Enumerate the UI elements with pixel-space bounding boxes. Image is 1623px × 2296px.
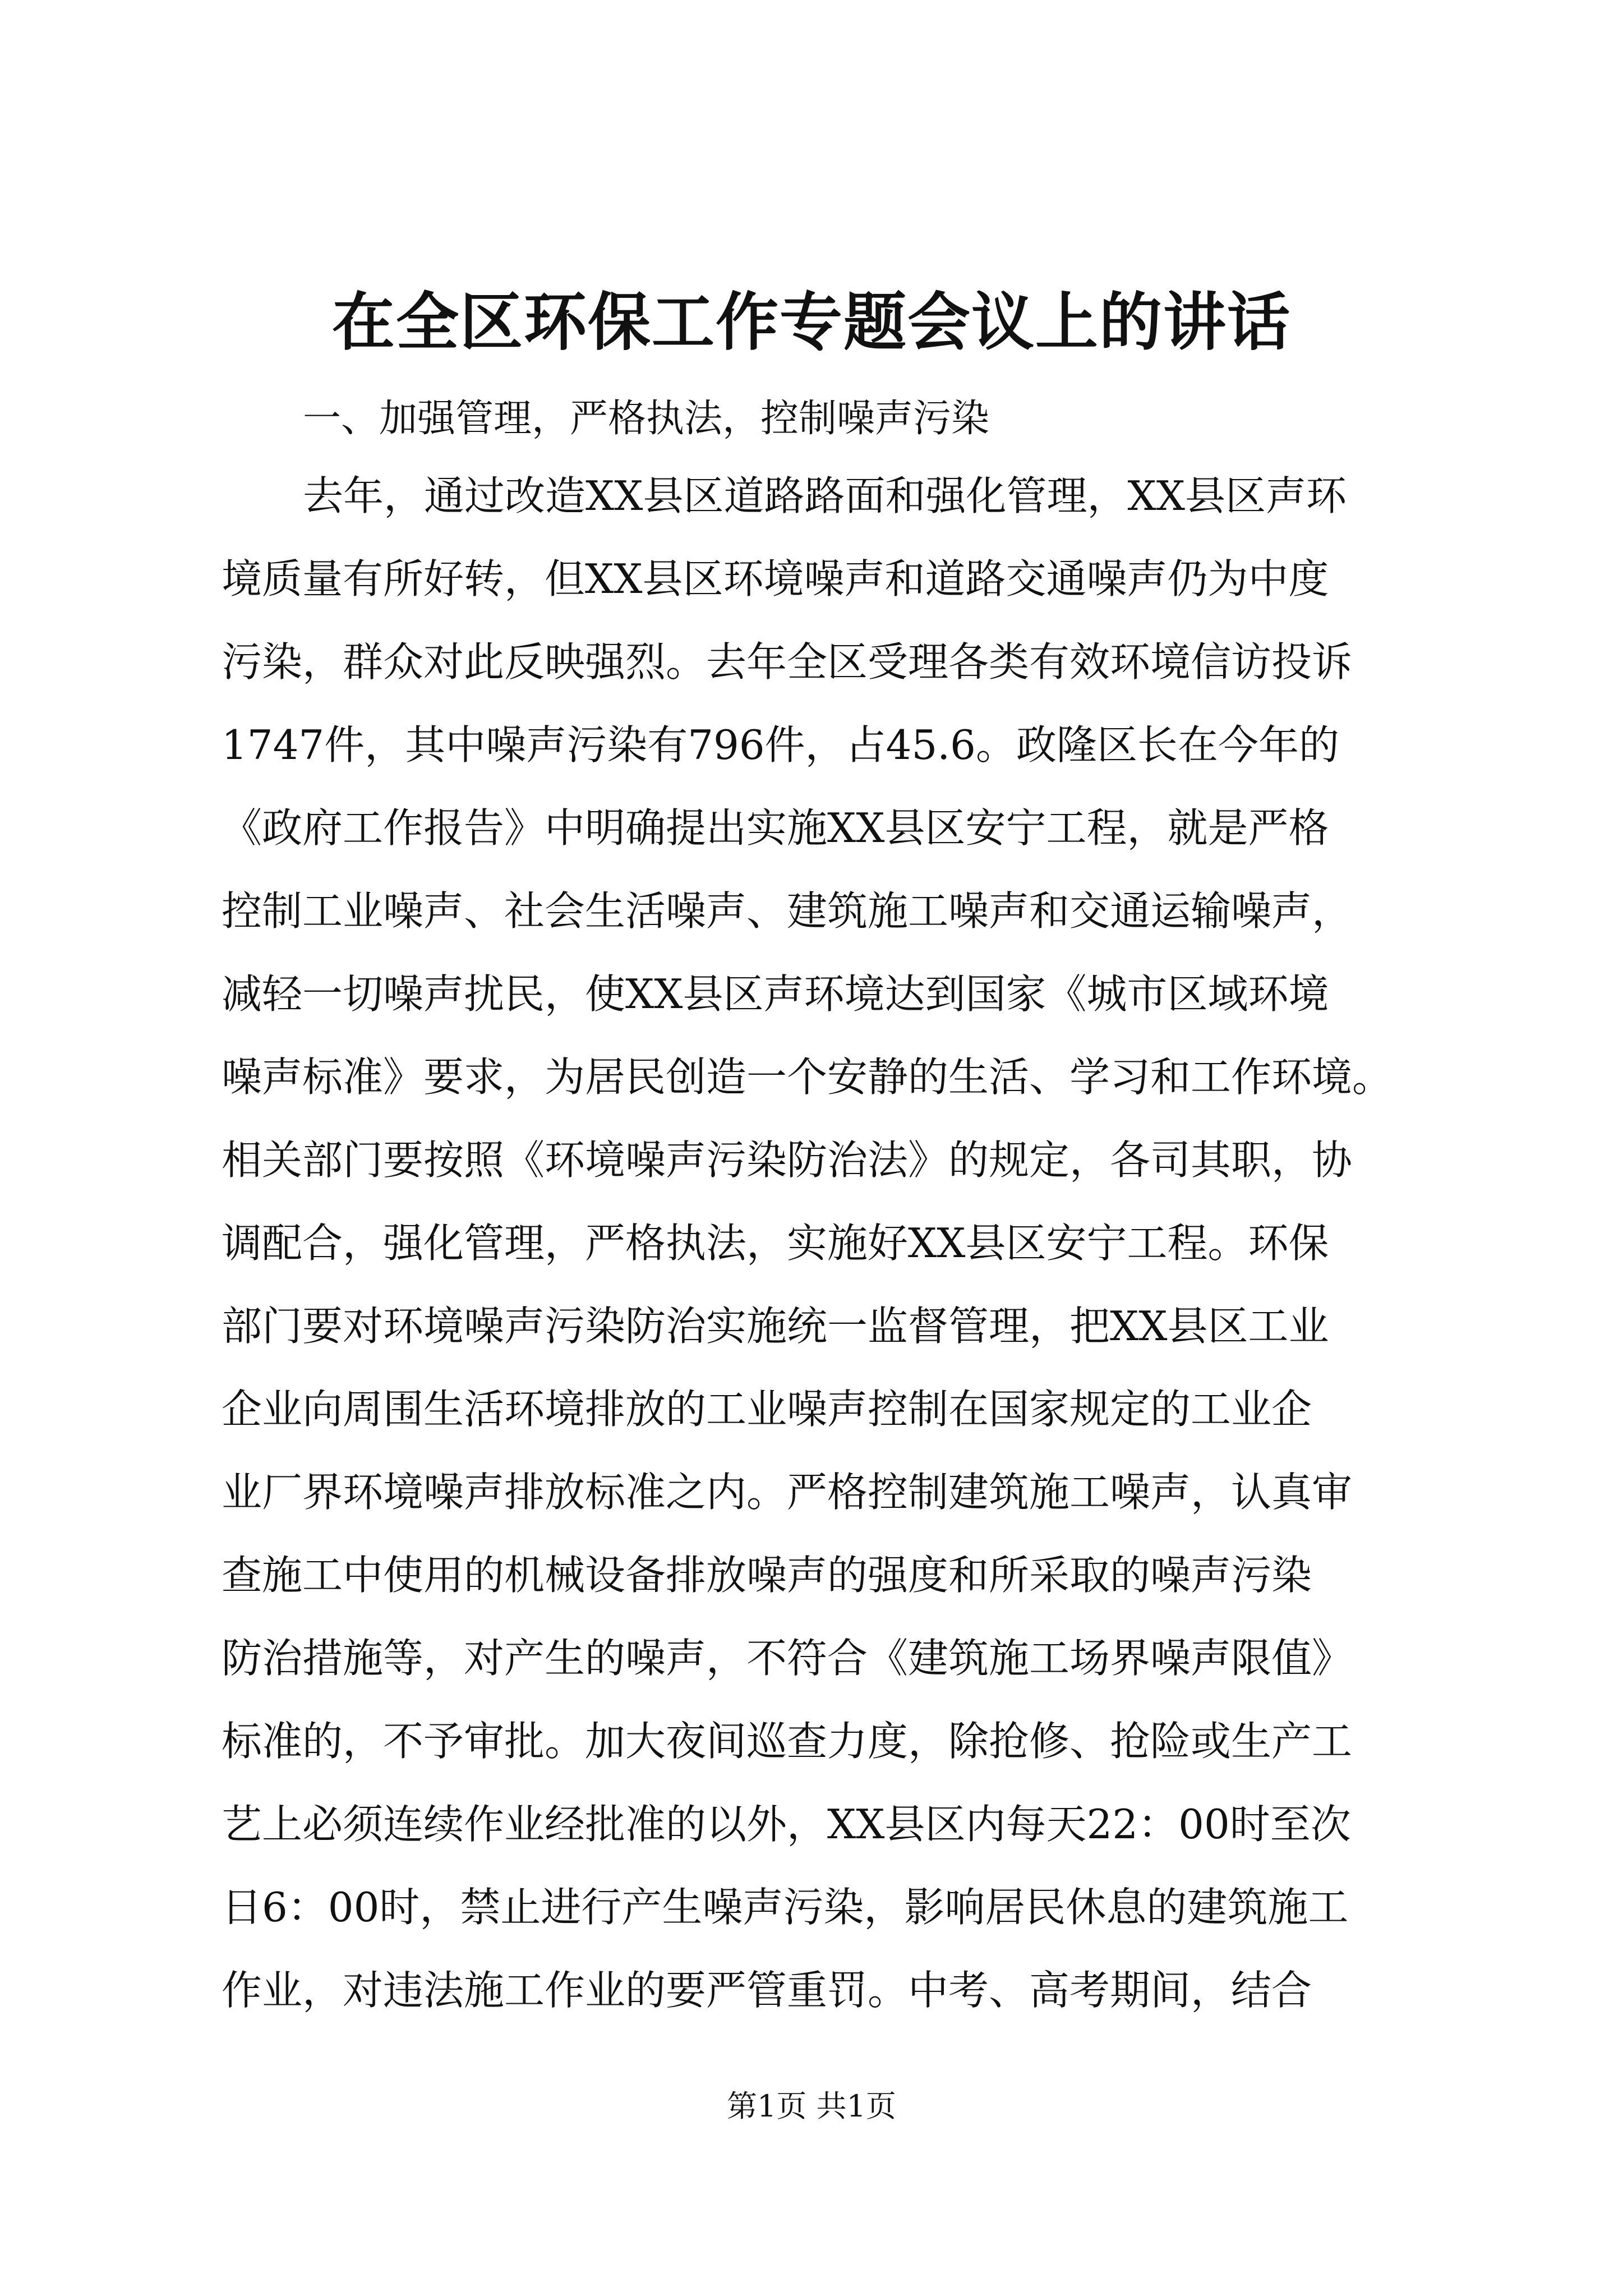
paragraph-line: 日6：00时，禁止进行产生噪声污染，影响居民休息的建筑施工 [222,1884,1349,1931]
paragraph-line: 查施工中使用的机械设备排放噪声的强度和所采取的噪声污染 [222,1552,1312,1599]
page-title: 在全区环保工作专题会议上的讲话 [332,286,1291,359]
paragraph-line: 企业向周围生活环境排放的工业噪声控制在国家规定的工业企 [222,1386,1312,1433]
paragraph-line: 《政府工作报告》中明确提出实施XX县区安宁工程，就是严格 [222,804,1329,852]
paragraph-line: 调配合，强化管理，严格执法，实施好XX县区安宁工程。环保 [222,1220,1329,1267]
paragraph-line: 控制工业噪声、社会生活噪声、建筑施工噪声和交通运输噪声， [222,887,1353,935]
paragraph-line: 噪声标准》要求，为居民创造一个安静的生活、学习和工作环境。 [222,1053,1393,1101]
page-footer: 第1页 共1页 [727,2088,896,2124]
paragraph-line: 减轻一切噪声扰民，使XX县区声环境达到国家《城市区域环境 [222,970,1329,1018]
paragraph-line: 作业，对违法施工作业的要严管重罚。中考、高考期间，结合 [222,1967,1312,2014]
paragraph-line: 相关部门要按照《环境噪声污染防治法》的规定，各司其职，协 [222,1137,1353,1184]
paragraph-line: 境质量有所好转，但XX县区环境噪声和道路交通噪声仍为中度 [222,555,1329,602]
paragraph-line: 污染，群众对此反映强烈。去年全区受理各类有效环境信访投诉 [222,638,1353,685]
paragraph-line: 1747件，其中噪声污染有796件，占45.6。政隆区长在今年的 [222,721,1339,769]
section-heading: 一、加强管理，严格执法，控制噪声污染 [303,397,990,441]
paragraph-line: 去年，通过改造XX县区道路路面和强化管理，XX县区声环 [303,472,1347,519]
paragraph-line: 业厂界环境噪声排放标准之内。严格控制建筑施工噪声，认真审 [222,1469,1353,1516]
paragraph-line: 部门要对环境噪声污染防治实施统一监督管理，把XX县区工业 [222,1303,1329,1350]
paragraph-line: 防治措施等，对产生的噪声，不符合《建筑施工场界噪声限值》 [222,1635,1353,1682]
body-paragraph [222,454,1416,2032]
paragraph-line: 艺上必须连续作业经批准的以外，XX县区内每天22：00时至次 [222,1801,1351,1848]
paragraph-line: 标准的，不予审批。加大夜间巡查力度，除抢修、抢险或生产工 [222,1718,1353,1765]
